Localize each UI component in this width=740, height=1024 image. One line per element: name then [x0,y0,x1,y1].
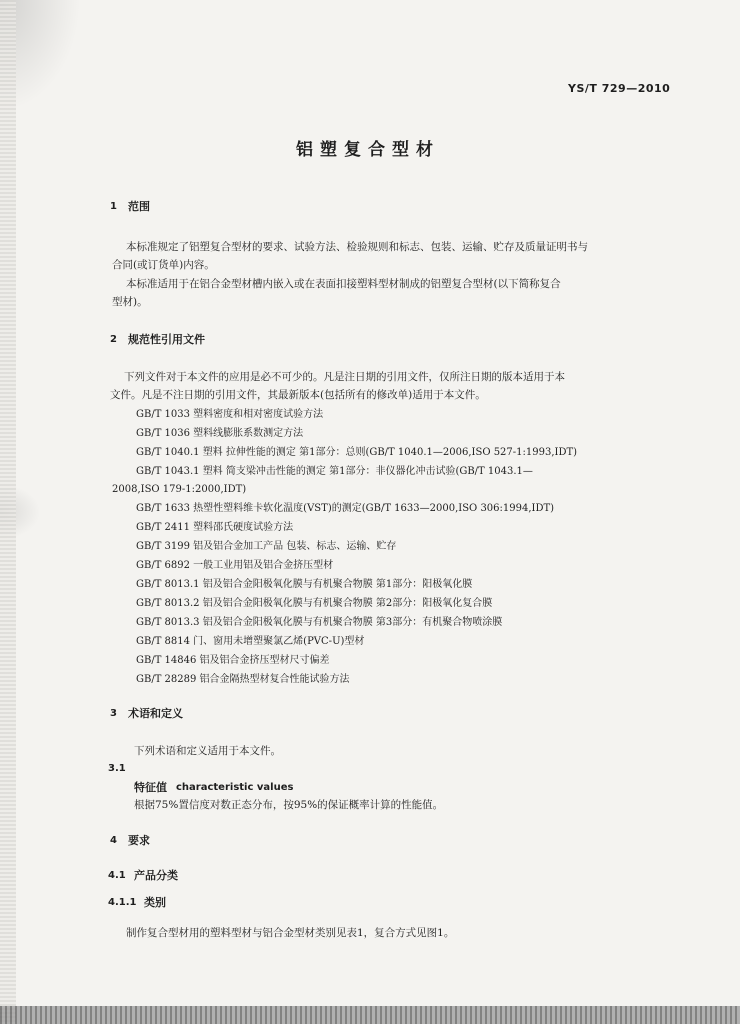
section-2-number: 2 [110,334,117,345]
section-4-title: 要求 [128,834,150,847]
reference-item: GB/T 1043.1 塑料 简支梁冲击性能的测定 第1部分：非仪器化冲击试验(GB/T 1043.1— [136,466,533,477]
clause-4-1-1-number: 4.1.1 [108,897,137,908]
reference-item: GB/T 2411 塑料邵氏硬度试验方法 [136,522,294,533]
reference-item: GB/T 28289 铝合金隔热型材复合性能试验方法 [136,674,350,685]
standard-number: YS/T 729—2010 [568,82,671,95]
reference-item: GB/T 1040.1 塑料 拉伸性能的测定 第1部分：总则(GB/T 1040.1—2006,ISO 527-1:1993,IDT) [136,447,578,458]
section-2-title: 规范性引用文件 [128,333,205,346]
section-3-number: 3 [110,708,117,719]
reference-item: GB/T 8013.3 铝及铝合金阳极氧化膜与有机聚合物膜 第3部分：有机聚合物喷涂膜 [136,617,503,628]
reference-item: GB/T 8013.1 铝及铝合金阳极氧化膜与有机聚合物膜 第1部分：阳极氧化膜 [136,579,473,590]
section-4-number: 4 [110,835,117,846]
section-2-para-line-1: 下列文件对于本文件的应用是必不可少的。凡是注日期的引用文件，仅所注日期的版本适用于本 [124,371,565,383]
section-3-para: 下列术语和定义适用于本文件。 [134,745,281,757]
reference-item: GB/T 3199 铝及铝合金加工产品 包装、标志、运输、贮存 [136,541,397,552]
section-2-para-line-2: 文件。凡是不注日期的引用文件，其最新版本(包括所有的修改单)适用于本文件。 [110,389,486,401]
clause-4-1-1-title: 类别 [144,896,166,909]
clause-4-1-title: 产品分类 [134,869,178,882]
scan-bottom-edge [0,1006,740,1024]
term-chinese: 特征值 [134,781,167,794]
reference-item: GB/T 8013.2 铝及铝合金阳极氧化膜与有机聚合物膜 第2部分：阳极氧化复合膜 [136,598,493,609]
section-1-para-2-line-1: 本标准适用于在铝合金型材槽内嵌入或在表面扣接塑料型材制成的铝塑复合型材(以下简称复合 [126,278,561,290]
clause-4-1-1-para: 制作复合型材用的塑料型材与铝合金型材类别见表1，复合方式见图1。 [126,927,455,939]
reference-item: GB/T 14846 铝及铝合金挤压型材尺寸偏差 [136,655,330,666]
reference-item: GB/T 6892 一般工业用铝及铝合金挤压型材 [136,560,334,571]
section-3-title: 术语和定义 [128,707,183,720]
section-1-para-1-line-1: 本标准规定了铝塑复合型材的要求、试验方法、检验规则和标志、包装、运输、贮存及质量证明书与 [126,241,588,253]
term-definition: 根据75%置信度对数正态分布，按95%的保证概率计算的性能值。 [134,799,444,811]
section-1-number: 1 [110,201,117,212]
section-1-title: 范围 [128,200,150,213]
reference-item: GB/T 1033 塑料密度和相对密度试验方法 [136,409,324,420]
reference-item-continuation: 2008,ISO 179-1:2000,IDT) [112,484,247,495]
reference-item: GB/T 1633 热塑性塑料维卡软化温度(VST)的测定(GB/T 1633—2000,ISO 306:1994,IDT) [136,503,555,514]
document-title: 铝塑复合型材 [296,140,440,160]
clause-4-1-number: 4.1 [108,870,126,881]
reference-item: GB/T 1036 塑料线膨胀系数测定方法 [136,428,304,439]
reference-item: GB/T 8814 门、窗用未增塑聚氯乙烯(PVC-U)型材 [136,636,365,647]
clause-3-1-number: 3.1 [108,763,126,774]
section-1-para-1-line-2: 合同(或订货单)内容。 [112,259,215,271]
section-1-para-2-line-2: 型材)。 [112,296,148,308]
term-english: characteristic values [176,782,294,793]
scan-left-edge [0,0,16,1024]
